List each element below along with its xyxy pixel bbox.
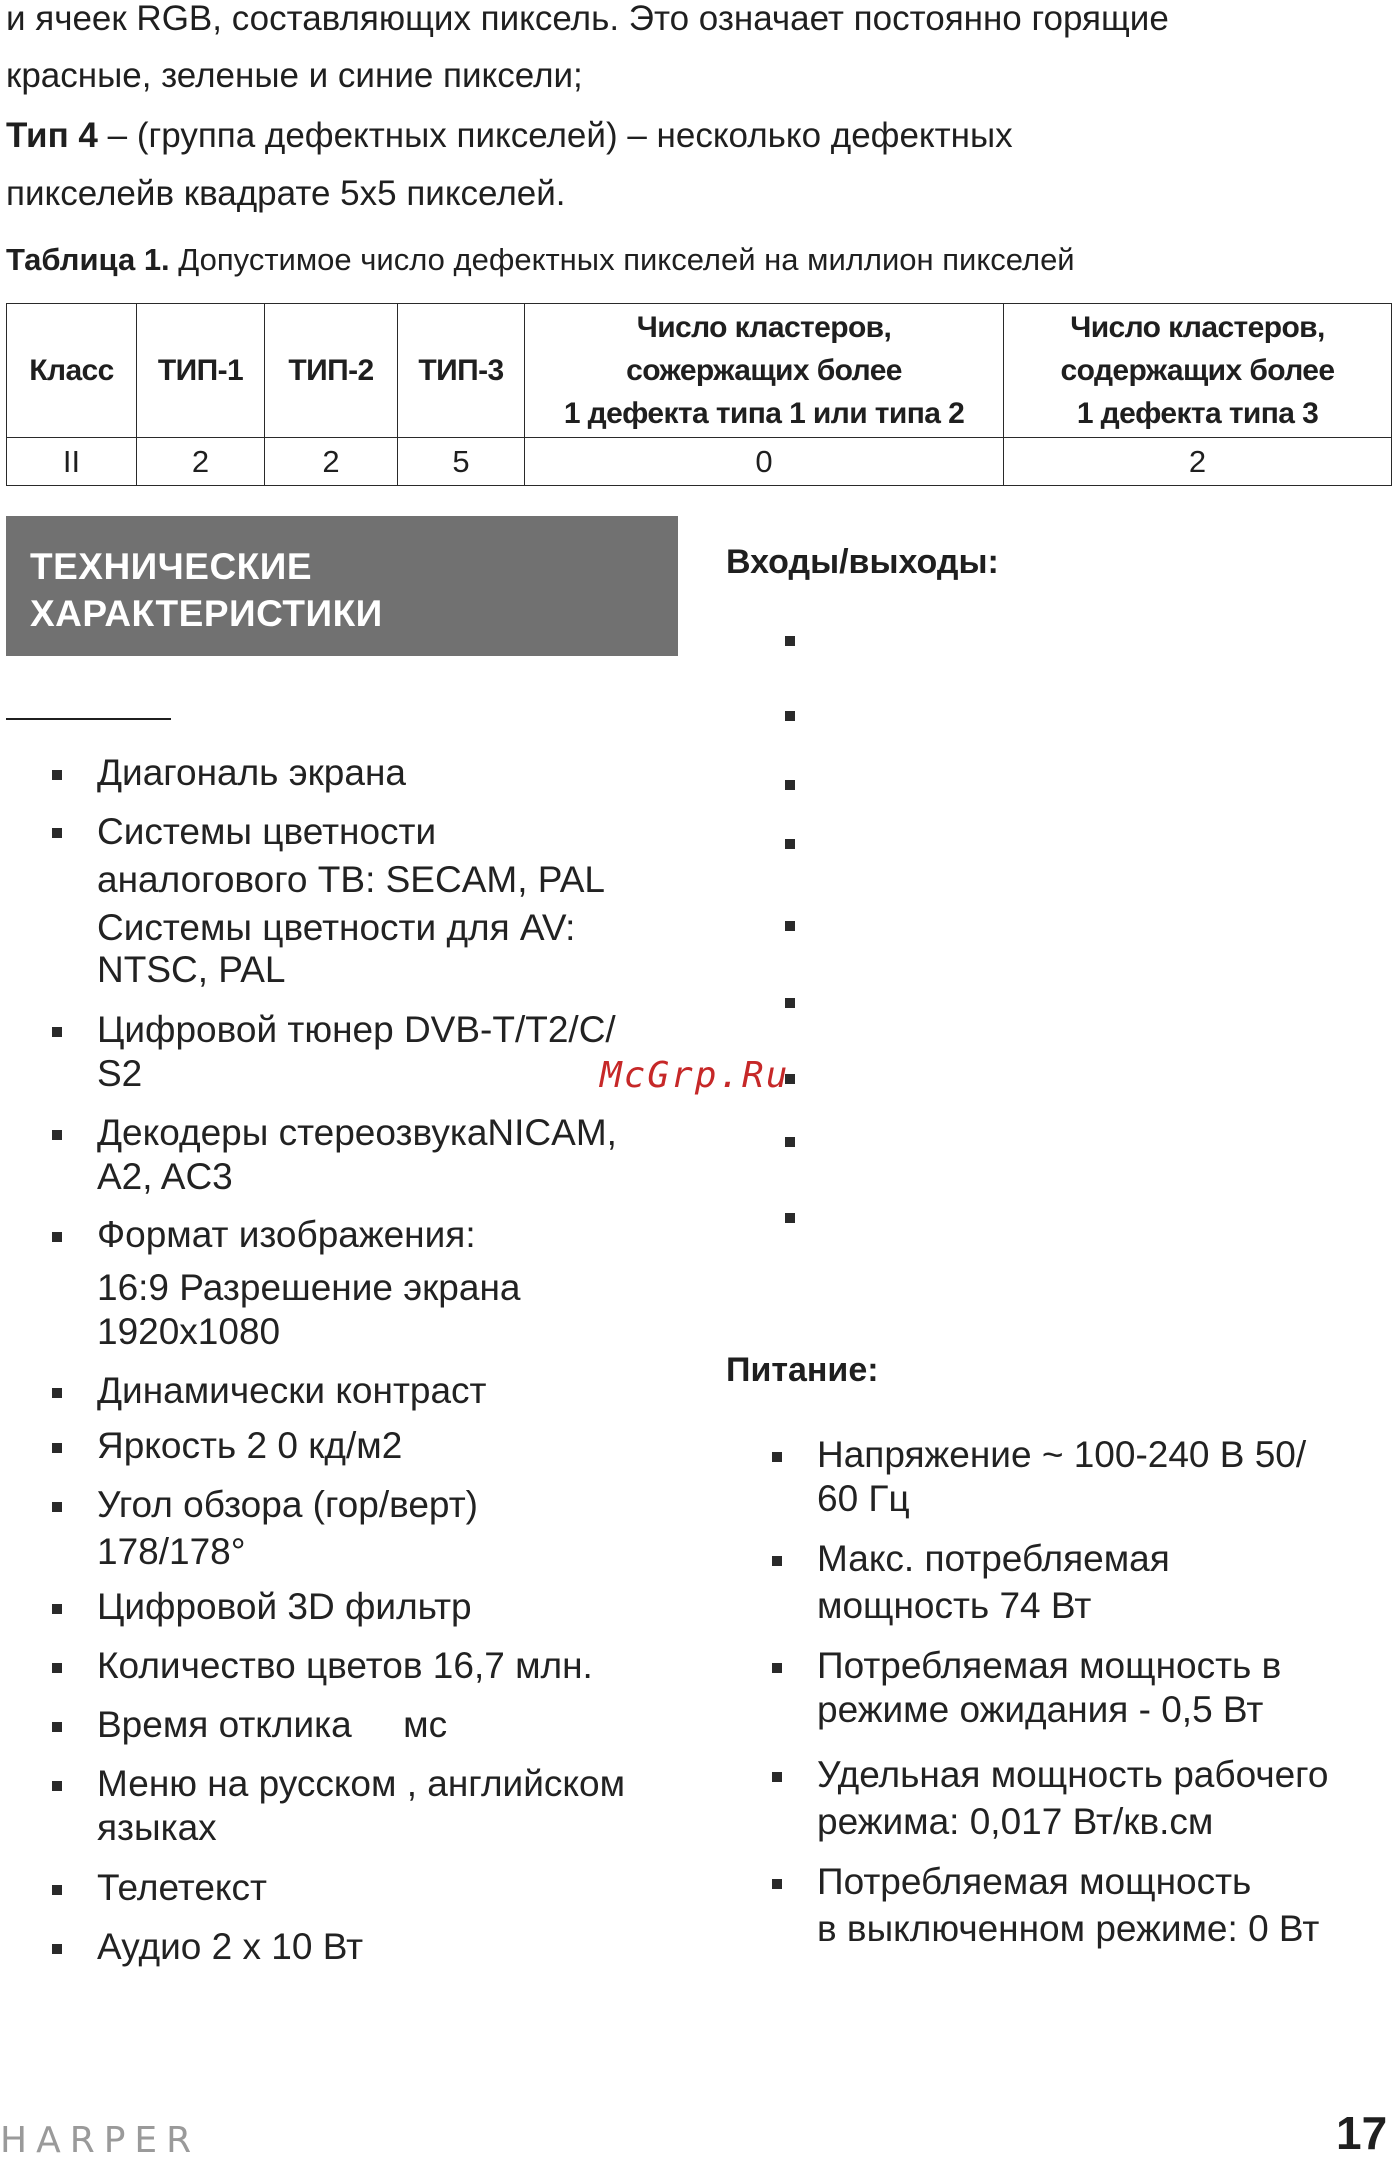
bullet-icon (52, 770, 62, 780)
bullet-icon (52, 1944, 62, 1954)
cell-clusters-type12: 0 (525, 438, 1004, 486)
page-number: 17 (1336, 2107, 1388, 2159)
bullet-icon (52, 1130, 62, 1140)
header-type2: ТИП-2 (265, 304, 398, 438)
bullet-icon (785, 998, 795, 1008)
table-caption-label: Таблица 1. (6, 242, 170, 277)
io-heading: Входы/выходы: (726, 543, 999, 581)
defect-table (6, 303, 1392, 486)
bullet-icon (52, 1502, 62, 1512)
bullet-icon (785, 921, 795, 931)
bullet-icon (772, 1452, 782, 1462)
tech-section-banner (6, 516, 678, 656)
bullet-icon (52, 1604, 62, 1614)
bullet-icon (785, 1137, 795, 1147)
spec-image-format: Формат изображения: 16:9 Разрешение экрана 1920x1080 (97, 1214, 521, 1352)
cell-clusters-type3: 2 (1004, 438, 1392, 486)
header-clusters-type12: Число кластеров, сожержащих более 1 дефекта типа 1 или типа 2 (525, 304, 1004, 438)
table-caption-text: Допустимое число дефектных пикселей на миллион пикселей (169, 242, 1075, 277)
header-type1: ТИП-1 (137, 304, 265, 438)
spec-brightness: Яркость 2 0 кд/м2 (97, 1425, 403, 1466)
bullet-icon (772, 1879, 782, 1889)
intro-type4 (6, 106, 1013, 165)
spec-screen-diagonal: Диагональ экрана (97, 752, 406, 793)
table-caption (6, 242, 1075, 278)
spec-response-time: Время отклика мс (97, 1704, 448, 1745)
watermark: McGrp.Ru (600, 1055, 790, 1096)
spec-color-systems: Системы цветности аналогового ТВ: SECAM, PAL Системы цветности для AV: NTSC, PAL (97, 811, 605, 990)
bullet-icon (52, 1232, 62, 1242)
bullet-icon (785, 711, 795, 721)
bullet-icon (785, 780, 795, 790)
table-header-row (7, 304, 1392, 438)
spec-menu-languages: Меню на русском , английском языках (97, 1763, 626, 1848)
power-specific: Удельная мощность рабочего режима: 0,017 Вт/кв.см (817, 1754, 1329, 1842)
type4-text: – (группа дефектных пикселей) – несколько дефектных (97, 116, 1013, 155)
power-voltage: Напряжение ~ 100-240 В 50/ 60 Гц (817, 1434, 1307, 1519)
section-divider (6, 718, 171, 720)
spec-dynamic-contrast: Динамически контраст (97, 1370, 487, 1411)
intro-line-4: пикселейв квадрате 5х5 пикселей. (6, 174, 566, 213)
bullet-icon (785, 636, 795, 646)
power-heading: Питание: (726, 1351, 879, 1389)
spec-digital-tuner: Цифровой тюнер DVB-T/T2/C/ S2 (97, 1009, 616, 1094)
spec-colors-count: Количество цветов 16,7 млн. (97, 1645, 593, 1686)
bullet-icon (772, 1663, 782, 1673)
bullet-icon (52, 1722, 62, 1732)
bullet-icon (52, 1027, 62, 1037)
power-standby: Потребляемая мощность в режиме ожидания - 0,5 Вт (817, 1645, 1282, 1730)
table-row (7, 438, 1392, 486)
cell-type1: 2 (137, 438, 265, 486)
intro-line-2: красные, зеленые и синие пиксели; (6, 56, 583, 95)
intro-line-1: и ячеек RGB, составляющих пиксель. Это означает постоянно горящие (6, 0, 1169, 38)
header-clusters-type3: Число кластеров, содержащих более 1 дефекта типа 3 (1004, 304, 1392, 438)
bullet-icon (52, 828, 62, 838)
header-type3: ТИП-3 (398, 304, 525, 438)
header-class: Класс (7, 304, 137, 438)
power-max-consumption: Макс. потребляемая мощность 74 Вт (817, 1538, 1170, 1626)
bullet-icon (772, 1556, 782, 1566)
bullet-icon (52, 1885, 62, 1895)
spec-stereo-decoders: Декодеры стереозвукаNICAM, A2, AC3 (97, 1112, 617, 1197)
bullet-icon (52, 1663, 62, 1673)
tech-title-line-2: ХАРАКТЕРИСТИКИ (30, 593, 383, 634)
spec-viewing-angle: Угол обзора (гор/верт) 178/178° (97, 1484, 478, 1572)
bullet-icon (772, 1772, 782, 1782)
type4-label: Тип 4 (6, 116, 98, 155)
bullet-icon (52, 1781, 62, 1791)
cell-class: II (7, 438, 137, 486)
brand-logo: HARPER (0, 2120, 201, 2161)
bullet-icon (785, 839, 795, 849)
bullet-icon (52, 1388, 62, 1398)
cell-type3: 5 (398, 438, 525, 486)
bullet-icon (52, 1443, 62, 1453)
tech-title-line-1: ТЕХНИЧЕСКИЕ (30, 546, 313, 587)
spec-teletext: Телетекст (97, 1867, 267, 1908)
spec-audio: Аудио 2 х 10 Вт (97, 1926, 364, 1967)
bullet-icon (785, 1213, 795, 1223)
spec-3d-filter: Цифровой 3D фильтр (97, 1586, 472, 1627)
cell-type2: 2 (265, 438, 398, 486)
power-off-mode: Потребляемая мощность в выключенном режиме: 0 Вт (817, 1861, 1320, 1949)
